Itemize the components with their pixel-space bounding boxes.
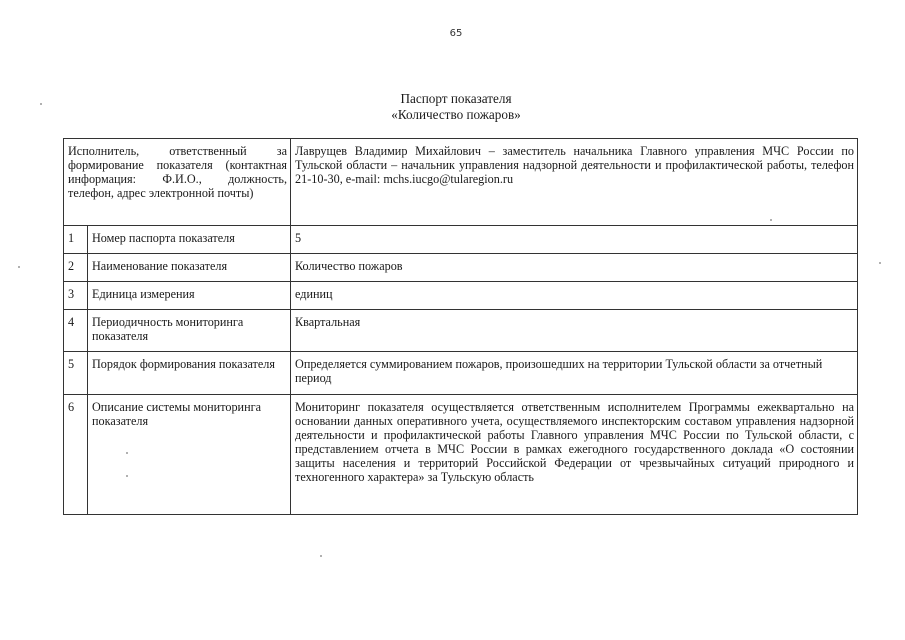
indicator-passport-table — [63, 138, 858, 515]
executor-row — [64, 139, 858, 226]
scan-speck — [320, 555, 322, 557]
table-row — [64, 282, 858, 310]
scan-speck — [879, 262, 881, 264]
table-row — [64, 226, 858, 254]
row-number: 2 — [64, 254, 88, 282]
scan-speck — [18, 266, 20, 268]
row-number: 5 — [64, 352, 88, 395]
row-label: Наименование показателя — [88, 254, 291, 282]
row-value: 5 — [291, 226, 858, 254]
row-label: Периодичность мониторинга показателя — [88, 310, 291, 352]
row-number: 6 — [64, 395, 88, 515]
row-number: 4 — [64, 310, 88, 352]
scan-speck — [126, 452, 128, 454]
row-label: Единица измерения — [88, 282, 291, 310]
executor-label: Исполнитель, ответственный за формирование показателя (контактная информация: Ф.И.О., должность, телефон, адрес электронной почты) — [64, 139, 291, 226]
table-row — [64, 310, 858, 352]
title-line-2: «Количество пожаров» — [391, 107, 521, 122]
row-label: Описание системы мониторинга показателя — [88, 395, 291, 515]
row-label: Номер паспорта показателя — [88, 226, 291, 254]
page-number: 65 — [449, 28, 463, 39]
scan-speck — [126, 475, 128, 477]
table-row — [64, 352, 858, 395]
row-label: Порядок формирования показателя — [88, 352, 291, 395]
row-number: 1 — [64, 226, 88, 254]
title-line-1: Паспорт показателя — [400, 91, 512, 106]
document-title — [0, 91, 905, 123]
scan-speck — [770, 219, 772, 221]
table-row — [64, 395, 858, 515]
row-value: Квартальная — [291, 310, 858, 352]
row-value: Определяется суммированием пожаров, произошедших на территории Тульской области за отчетный период — [291, 352, 858, 395]
row-value: единиц — [291, 282, 858, 310]
row-number: 3 — [64, 282, 88, 310]
scan-speck — [40, 103, 42, 105]
table-row — [64, 254, 858, 282]
row-value: Количество пожаров — [291, 254, 858, 282]
executor-value: Лаврущев Владимир Михайлович – заместитель начальника Главного управления МЧС России по Тульской области – начальник управления надзорной деятельности и профилактической работы, телефон 21-10-30, e-mail: mchs.iucgo@tularegion.ru — [291, 139, 858, 226]
row-value: Мониторинг показателя осуществляется ответственным исполнителем Программы ежеквартально на основании данных оперативного учета, осуществляемого инспекторским составом управления надзорной деятельности и профилактической работы Главного управления МЧС России по Тульской области, с представлением отчета в МЧС России в рамках ежегодного государственного доклада «О состоянии защиты населения и территорий Российской Федерации от чрезвычайных ситуаций природного и техногенного характера» за Тульскую область — [291, 395, 858, 515]
